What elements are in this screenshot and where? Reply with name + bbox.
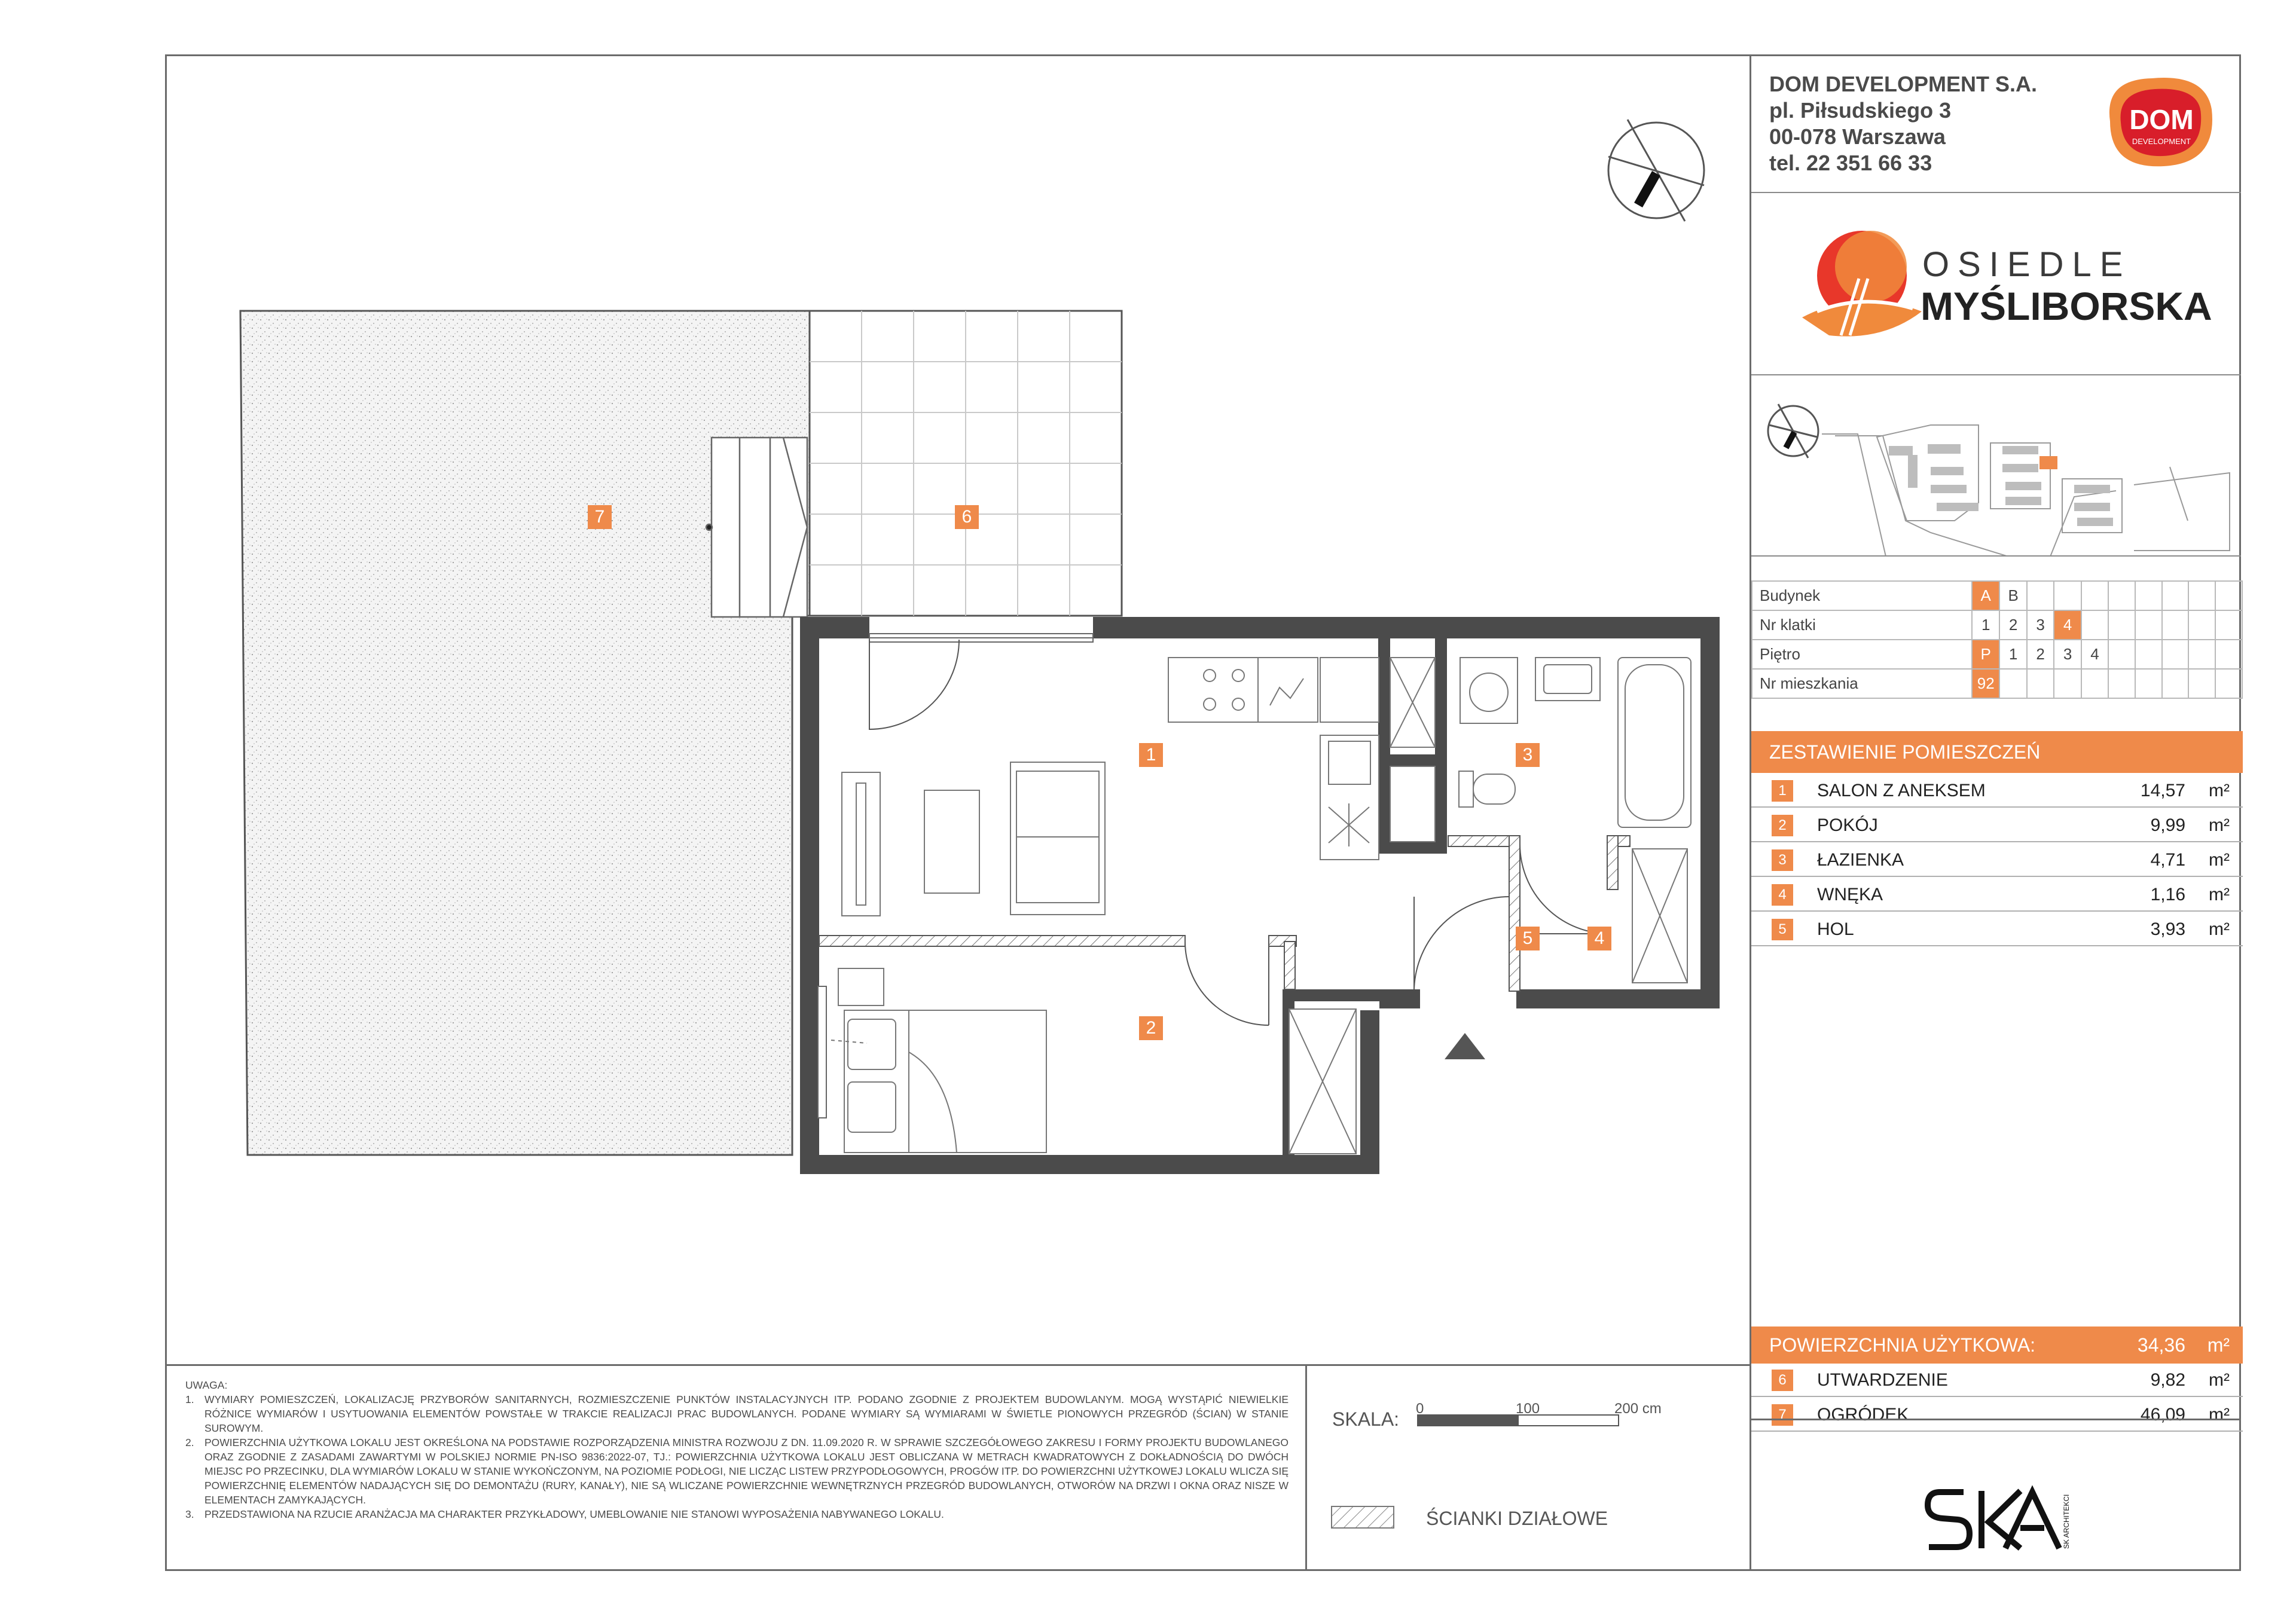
room-name: HOL <box>1817 919 1854 939</box>
room-area: 14,57 <box>2140 781 2185 800</box>
room-number: 7 <box>1772 1404 1793 1426</box>
info-cell <box>2215 610 2242 640</box>
terrace-area <box>810 311 1122 616</box>
info-cell <box>2162 640 2189 669</box>
apartment <box>800 617 1720 1174</box>
room-number: 6 <box>1772 1370 1793 1391</box>
room-row <box>1751 809 2243 842</box>
info-cell: 2 <box>1999 610 2027 640</box>
room-row <box>1751 1398 2243 1432</box>
total-area-bar <box>1751 1326 2243 1364</box>
note-item: 1. WYMIARY POMIESZCZEŃ, LOKALIZACJĘ PRZYBORÓW SANITARNYCH, ROZMIESZCZENIE PUNKTÓW INSTALACYJNYCH ITP. PODANO ZGODNIE Z PROJEKTEM BUDOWLANYM. MOGĄ WYSTĄPIĆ NIEWIELKIE RÓŻNICE WYMIARÓW I USYTUOWANIA ELEMENTÓW POWSTAŁE W TRAKCIE REALIZACJI PRAC BUDOWLANYCH. PODANE WYMIARY SĄ WYMIARAMI W ŚWIETLE PIONOWYCH PRZEGRÓD (ŚCIAN) W STANIE SUROWYM. <box>185 1393 1289 1434</box>
info-cell: A <box>1972 581 1999 610</box>
info-row <box>1752 640 2242 669</box>
info-cell <box>2188 640 2215 669</box>
scale-label: SKALA: <box>1332 1408 1400 1430</box>
row-rule <box>1751 910 2243 912</box>
info-cell <box>2188 669 2215 698</box>
room-unit: m² <box>2209 850 2230 870</box>
svg-text:DOM: DOM <box>2129 104 2194 135</box>
room-row <box>1751 843 2243 877</box>
key-plan-highlight <box>2039 456 2057 469</box>
north-arrow <box>1608 120 1704 221</box>
room-name: OGRÓDEK <box>1817 1405 1909 1425</box>
info-cell <box>2081 610 2108 640</box>
info-cell <box>2215 669 2242 698</box>
company-address-2: 00-078 Warszawa <box>1769 124 1946 149</box>
company-info <box>1769 71 2037 176</box>
total-area-label: POWIERZCHNIA UŻYTKOWA: <box>1769 1334 2036 1356</box>
info-cell <box>2108 610 2135 640</box>
partition-legend-swatch <box>1330 1505 1396 1530</box>
room-number: 3 <box>1772 849 1793 871</box>
info-cell: 1 <box>1999 640 2027 669</box>
info-cell <box>2188 581 2215 610</box>
info-cell <box>2108 581 2135 610</box>
info-cell <box>2081 581 2108 610</box>
room-number: 1 <box>1772 780 1793 802</box>
info-cell <box>2027 669 2054 698</box>
osiedle-logo-mark <box>1793 222 1925 353</box>
room-row <box>1751 1364 2243 1397</box>
dom-development-logo <box>2098 68 2224 175</box>
info-cell <box>2108 669 2135 698</box>
note-item: 3. PRZEDSTAWIONA NA RZUCIE ARANŻACJA MA CHARAKTER PRZYKŁADOWY, UMEBLOWANIE NIE STANOWI WYPOSAŻENIA NABYWANEGO LOKALU. <box>185 1508 944 1520</box>
info-row-label: Budynek <box>1752 581 1972 610</box>
info-cell: 4 <box>2054 610 2081 640</box>
divider <box>1751 192 2241 193</box>
info-cell <box>2135 669 2162 698</box>
room-number: 5 <box>1772 919 1793 940</box>
scale-divider <box>1305 1364 1307 1571</box>
info-cell <box>2162 610 2189 640</box>
info-cell <box>2215 581 2242 610</box>
info-row <box>1752 581 2242 610</box>
room-number: 2 <box>1772 815 1793 836</box>
info-cell <box>2188 610 2215 640</box>
info-cell <box>2162 581 2189 610</box>
row-rule <box>1751 1431 2243 1432</box>
rooms-header: ZESTAWIENIE POMIESZCZEŃ <box>1751 731 2243 773</box>
info-cell <box>2162 669 2189 698</box>
company-name: DOM DEVELOPMENT S.A. <box>1769 72 2038 96</box>
room-name: SALON Z ANEKSEM <box>1817 781 1986 800</box>
total-area-value: 34,36 <box>2137 1334 2185 1356</box>
room-area: 1,16 <box>2150 885 2185 904</box>
company-address-1: pl. Piłsudskiego 3 <box>1769 98 1952 123</box>
plan-label-7: 7 <box>588 505 612 529</box>
room-row <box>1751 774 2243 808</box>
sk-architekci-logo <box>1922 1480 2101 1564</box>
row-rule <box>1751 945 2243 946</box>
partition-legend-label: ŚCIANKI DZIAŁOWE <box>1426 1508 1608 1529</box>
info-cell <box>2135 581 2162 610</box>
row-rule <box>1751 841 2243 842</box>
project-name-top: OSIEDLE <box>1922 245 2132 284</box>
room-unit: m² <box>2209 1405 2230 1425</box>
room-area: 9,82 <box>2150 1370 2185 1390</box>
info-row <box>1752 669 2242 698</box>
plan-label-3: 3 <box>1516 743 1540 767</box>
plan-label-5: 5 <box>1516 927 1540 950</box>
info-cell: 92 <box>1972 669 1999 698</box>
info-cell: 3 <box>2054 640 2081 669</box>
row-rule <box>1751 876 2243 877</box>
room-unit: m² <box>2209 815 2230 835</box>
apartment-info-table <box>1751 580 2243 699</box>
room-row <box>1751 878 2243 912</box>
total-area-unit: m² <box>2207 1334 2230 1356</box>
info-cell <box>2054 669 2081 698</box>
steps <box>706 438 807 617</box>
company-phone: tel. 22 351 66 33 <box>1769 151 1932 175</box>
room-area: 3,93 <box>2150 919 2185 939</box>
room-unit: m² <box>2209 781 2230 800</box>
plan-label-6: 6 <box>955 505 979 529</box>
room-name: POKÓJ <box>1817 815 1878 835</box>
svg-text:DEVELOPMENT: DEVELOPMENT <box>2132 137 2191 146</box>
info-cell: 3 <box>2027 610 2054 640</box>
divider <box>1751 1419 2241 1420</box>
room-unit: m² <box>2209 919 2230 939</box>
room-row <box>1751 913 2243 946</box>
room-number: 4 <box>1772 884 1793 906</box>
room-name: ŁAZIENKA <box>1817 850 1904 870</box>
site-key-plan <box>1751 377 2242 557</box>
room-unit: m² <box>2209 885 2230 904</box>
row-rule <box>1751 1396 2243 1397</box>
plan-label-2: 2 <box>1139 1016 1163 1040</box>
scale-tick-200: 200 cm <box>1614 1401 1662 1417</box>
notes-block <box>185 1378 1289 1521</box>
info-panel <box>1750 54 2241 1571</box>
info-row-label: Piętro <box>1752 640 1972 669</box>
room-area: 46,09 <box>2140 1405 2185 1425</box>
room-name: UTWARDZENIE <box>1817 1370 1948 1390</box>
scale-tick-0: 0 <box>1416 1401 1424 1417</box>
room-unit: m² <box>2209 1370 2230 1390</box>
scale-tick-100: 100 <box>1516 1401 1540 1417</box>
notes-title: UWAGA: <box>185 1379 228 1391</box>
info-row-label: Nr mieszkania <box>1752 669 1972 698</box>
info-cell <box>2135 610 2162 640</box>
info-cell: 2 <box>2027 640 2054 669</box>
row-rule <box>1751 806 2243 808</box>
info-cell: B <box>1999 581 2027 610</box>
info-cell <box>2081 669 2108 698</box>
svg-text:SK ARCHITEKCI: SK ARCHITEKCI <box>2062 1494 2071 1549</box>
room-area: 4,71 <box>2150 850 2185 870</box>
info-cell <box>2027 581 2054 610</box>
info-cell <box>2108 640 2135 669</box>
room-area: 9,99 <box>2150 815 2185 835</box>
info-cell <box>1999 669 2027 698</box>
room-name: WNĘKA <box>1817 885 1883 904</box>
plan-label-1: 1 <box>1139 743 1163 767</box>
project-name-bottom: MYŚLIBORSKA <box>1921 284 2212 328</box>
info-row-label: Nr klatki <box>1752 610 1972 640</box>
info-cell: P <box>1972 640 1999 669</box>
info-cell <box>2054 581 2081 610</box>
info-cell: 4 <box>2081 640 2108 669</box>
divider <box>1751 555 2241 557</box>
bottom-divider <box>165 1364 1750 1366</box>
plan-label-4: 4 <box>1587 927 1611 950</box>
note-item: 2. POWIERZCHNIA UŻYTKOWA LOKALU JEST OKREŚLONA NA PODSTAWIE ROZPORZĄDZENIA MINISTRA ROZWOJU Z DN. 11.09.2020 R. W SPRAWIE SZCZEGÓŁOWEGO ZAKRESU I FORMY PROJEKTU BUDOWLANEGO ORAZ ZGODNIE Z ZASADAMI ZAWARTYMI W POLSKIEJ NORMIE PN-ISO 9836:2022-07, TJ.: POWIERZCHNIA UŻYTKOWA LOKALU JEST OBLICZANA W METRACH KWADRATOWYCH Z DOKŁADNOŚCIĄ DO DWÓCH MIEJSC PO PRZECINKU, DLA WYMIARÓW LOKALU W STANIE WYKOŃCZONYM, NA POZIOMIE PODŁOGI, NIE LICZĄC LISTEW PRZYPODŁOGOWYCH, PROGÓW ITP. DO POWIERZCHNI UŻYTKOWEJ LOKALU WLICZA SIĘ POWIERZCHNIĘ ELEMENTÓW NADAJĄCYCH SIĘ DO DEMONTAŻU (RURY, KANAŁY), NIE SĄ WLICZANE POWIERZCHNIE WEWNĘTRZNYCH PRZEGRÓD BUDOWLANYCH, OTWORÓW NA DRZWI I OKNA ORAZ NISZE W ELEMENTACH ZAMYKAJĄCYCH. <box>185 1436 1289 1506</box>
info-cell <box>2135 640 2162 669</box>
info-cell <box>2215 640 2242 669</box>
info-row <box>1752 610 2242 640</box>
divider <box>1751 374 2241 375</box>
info-cell: 1 <box>1972 610 1999 640</box>
